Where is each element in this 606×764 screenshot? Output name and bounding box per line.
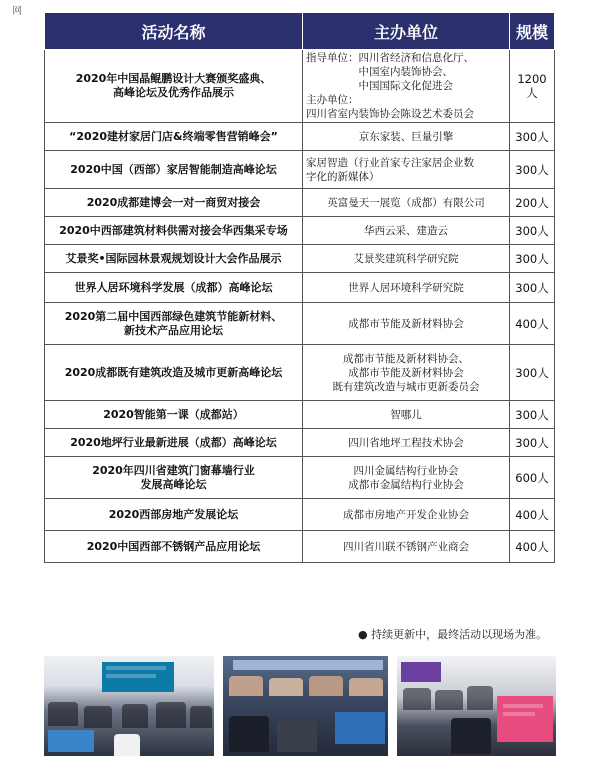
event-name-cell [45,245,303,273]
event-name-line: 2020第二届中国西部绿色建筑节能新材料、 [64,309,283,323]
organizer-cell [303,50,510,123]
organizer-line: 成都市节能及新材料协会 [348,317,464,330]
organizer-line: 成都市节能及新材料协会、 [343,352,469,365]
organizer-line: 英富曼天一展览（成都）有限公司 [327,196,485,209]
organizer-line: 世界人居环境科学研究院 [348,281,464,294]
event-name-cell [45,401,303,429]
header-scale: 规模 [510,13,555,50]
photo-strip [44,656,556,756]
table-header-row [45,13,555,50]
organizer-line: 成都市房地产开发企业协会 [343,508,469,521]
update-note: ● 持续更新中，最终活动以现场为准。 [358,628,548,641]
scale-cell: 400人 [510,531,555,563]
header-event-name: 活动名称 [45,13,303,50]
table-row [45,499,555,531]
event-name-cell [45,151,303,189]
organizer-cell [303,457,510,499]
event-photo-3 [397,656,556,756]
table-row [45,273,555,303]
table-row [45,429,555,457]
event-name-cell [45,457,303,499]
scale-cell: 300人 [510,123,555,151]
organizer-cell [303,345,510,401]
event-name-line: 新技术产品应用论坛 [124,323,223,337]
organizer-line: 四川金属结构行业协会 [353,464,459,477]
event-name-cell [45,345,303,401]
event-name-line: 2020中西部建筑材料供需对接会华西集采专场 [59,223,288,237]
table-row [45,245,555,273]
event-name-cell [45,217,303,245]
organizer-line: 主办单位： [306,94,359,106]
event-name-cell [45,531,303,563]
event-name-cell [45,429,303,457]
scale-cell: 300人 [510,245,555,273]
events-table [44,12,555,563]
scale-cell: 200人 [510,189,555,217]
corner-watermark-text: 网 [12,6,22,17]
organizer-line: 中国室内装饰协会、 [306,66,453,78]
table-row [45,217,555,245]
event-name-line: 2020中国西部不锈钢产品应用论坛 [86,539,261,553]
scale-cell: 300人 [510,401,555,429]
event-name-line: 2020中国（西部）家居智能制造高峰论坛 [70,162,277,176]
event-name-line: 2020成都既有建筑改造及城市更新高峰论坛 [64,365,283,379]
table-row [45,151,555,189]
event-name-cell [45,303,303,345]
organizer-line: 智哪儿 [390,408,422,421]
table-row [45,457,555,499]
event-name-line: 2020年四川省建筑门窗幕墙行业 [92,463,255,477]
organizer-cell [303,273,510,303]
scale-cell: 400人 [510,303,555,345]
event-name-cell [45,50,303,123]
event-name-line: 2020地坪行业最新进展（成都）高峰论坛 [70,435,277,449]
organizer-cell [303,429,510,457]
organizer-line: 京东家装、巨量引擎 [358,130,454,143]
organizer-line: 四川省室内装饰协会陈设艺术委员会 [306,108,474,120]
organizer-line: 成都市金属结构行业协会 [348,478,464,491]
organizer-line: 指导单位：四川省经济和信息化厅、 [306,52,474,64]
organizer-line: 四川省川联不锈钢产业商会 [343,540,469,553]
event-name-line: 高峰论坛及优秀作品展示 [113,86,234,99]
table-row [45,123,555,151]
organizer-line: 家居智造（行业首家专注家居企业数 [306,156,474,169]
scale-cell: 300人 [510,217,555,245]
organizer-line: 艾景奖建筑科学研究院 [353,252,459,265]
organizer-cell [303,401,510,429]
organizer-line: 四川省地坪工程技术协会 [348,436,464,449]
event-name-line: 2020智能第一课（成都站） [103,407,244,421]
organizer-cell [303,123,510,151]
table-row [45,303,555,345]
organizer-cell [303,303,510,345]
table-row [45,189,555,217]
scale-cell: 300人 [510,151,555,189]
event-name-line: 艾景奖•国际园林景观规划设计大会作品展示 [65,251,282,265]
organizer-line: 成都市节能及新材料协会 [348,366,464,379]
organizer-cell [303,151,510,189]
event-name-line: 2020西部房地产发展论坛 [108,507,239,521]
event-name-line: 发展高峰论坛 [140,477,207,491]
organizer-line: 中国国际文化促进会 [306,80,453,92]
table-row [45,345,555,401]
organizer-cell [303,499,510,531]
organizer-line: 字化的新媒体） [306,170,380,183]
scale-cell: 300人 [510,429,555,457]
event-photo-2 [223,656,388,756]
organizer-line: 既有建筑改造与城市更新委员会 [332,380,480,393]
table-row [45,50,555,123]
event-name-line: 2020年中国晶鲲鹏设计大赛颁奖盛典、 [75,72,272,85]
event-name-cell [45,189,303,217]
event-name-line: “2020建材家居门店&终端零售营销峰会” [69,129,278,143]
organizer-cell [303,189,510,217]
table-row [45,401,555,429]
organizer-line: 华西云采、建造云 [364,224,448,237]
event-name-cell [45,499,303,531]
event-name-cell [45,123,303,151]
scale-cell: 1200人 [510,50,555,123]
organizer-cell [303,217,510,245]
table-row [45,531,555,563]
scale-cell: 600人 [510,457,555,499]
scale-cell: 300人 [510,345,555,401]
event-name-cell [45,273,303,303]
event-photo-1 [44,656,214,756]
organizer-cell [303,245,510,273]
scale-cell: 400人 [510,499,555,531]
scale-cell: 300人 [510,273,555,303]
event-name-line: 2020成都建博会一对一商贸对接会 [86,195,261,209]
event-name-line: 世界人居环境科学发展（成都）高峰论坛 [74,280,273,294]
header-organizer: 主办单位 [303,13,510,50]
organizer-cell [303,531,510,563]
